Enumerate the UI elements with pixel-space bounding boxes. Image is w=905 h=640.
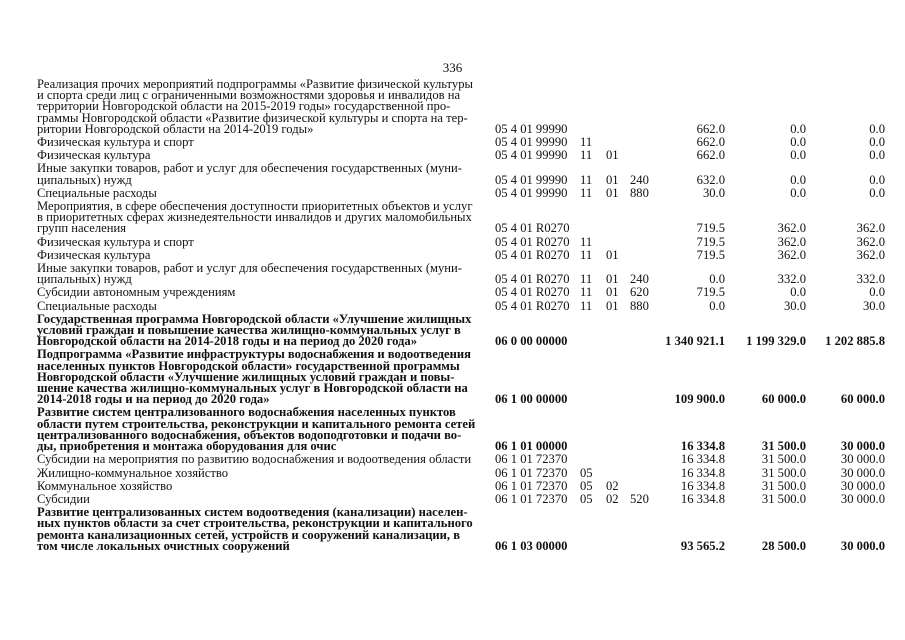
table-row [0,491,905,506]
row-subsection: 01 [606,172,619,187]
row-value-3: 30 000.0 [840,538,885,553]
row-value-1: 30.0 [702,185,725,200]
row-target-code: 06 1 01 72370 [495,465,568,480]
row-value-3: 30.0 [862,298,885,313]
row-subsection: 01 [606,285,619,300]
row-value-1: 719.5 [696,247,725,262]
row-value-1: 0.0 [709,298,725,313]
row-subsection: 01 [606,298,619,313]
row-section: 11 [580,148,593,163]
row-value-2: 332.0 [777,272,806,287]
row-name: Реализация прочих мероприятий подпрограммы «Развитие физической культуры и спорта среди лиц с ограниченными возможностями здоровья и инвалидов на территории Новгородской области на 2015-2019 годы» государственной про- граммы Новгородской области «Развитие физической культуры и спорта на тер- ритории Новгородской области на 2014-2019 годы» [37,77,473,136]
row-subsection: 01 [606,185,619,200]
table-row [0,287,905,298]
row-value-3: 362.0 [856,247,885,262]
row-name: Жилищно-коммунальное хозяйство [37,465,229,480]
row-value-2: 0.0 [790,285,806,300]
row-name: Субсидии автономным учреждениям [37,285,236,300]
row-value-1: 662.0 [696,121,725,136]
row-value-2: 362.0 [777,234,806,249]
row-value-3: 0.0 [869,135,885,150]
row-value-1: 16 334.8 [680,452,725,467]
row-value-2: 31 500.0 [761,465,806,480]
table-row [0,311,905,349]
table-row [0,263,905,285]
row-value-2: 0.0 [790,148,806,163]
table-row [0,407,905,452]
row-expense-type: 240 [630,172,649,187]
row-value-2: 31 500.0 [761,452,806,467]
row-value-1: 1 340 921.1 [665,334,725,349]
row-name: Развитие систем централизованного водоснабжения населенных пунктов области путем строительства, реконструкции и капитального ремонта сетей централизованного водоснабжения, объектов водоподготовки и подачи во- ды, приобретения и монтажа оборудования для очис [37,405,476,454]
row-value-1: 16 334.8 [680,465,725,480]
table-row [0,298,905,313]
row-name: Физическая культура [37,148,151,163]
row-value-2: 362.0 [777,247,806,262]
row-value-3: 60 000.0 [840,392,885,407]
row-name: Государственная программа Новгородской области «Улучшение жилищных условий граждан и повышение качества жилищно-коммунальных услуг в Новгородской области на 2014-2018 годы и на период до 2020 года» [37,311,472,349]
table-row [0,247,905,262]
row-name: Коммунальное хозяйство [37,478,173,493]
row-name: Подпрограмма «Развитие инфраструктуры водоснабжения и водоотведения населенных пунктов Новгородской области» государственной программы Новгородской области «Улучшение жилищных условий граждан и повы- шение качества жилищно-коммунальных услуг в Новгородской области на 2014-2018 годы и на период до 2020 года» [37,347,471,407]
row-name: Мероприятия, в сфере обеспечения доступности приоритетных объектов и услуг в приоритетных сферах жизнедеятельности инвалидов и других маломобильных групп населения [37,199,473,236]
row-value-3: 0.0 [869,148,885,163]
row-expense-type: 520 [630,491,649,506]
row-value-3: 0.0 [869,121,885,136]
row-section: 11 [580,135,593,150]
row-value-2: 60 000.0 [761,392,806,407]
row-expense-type: 880 [630,185,649,200]
row-value-1: 719.5 [696,221,725,236]
row-value-2: 31 500.0 [761,478,806,493]
row-value-2: 362.0 [777,221,806,236]
row-value-2: 28 500.0 [761,538,806,553]
row-section: 11 [580,298,593,313]
row-target-code: 05 4 01 99990 [495,185,568,200]
row-name: Физическая культура и спорт [37,135,194,150]
row-subsection: 02 [606,478,619,493]
row-section: 11 [580,285,593,300]
row-name: Физическая культура и спорт [37,234,194,249]
row-value-1: 632.0 [696,172,725,187]
row-value-2: 0.0 [790,121,806,136]
row-value-2: 0.0 [790,135,806,150]
row-target-code: 06 1 01 72370 [495,491,568,506]
row-name: Специальные расходы [37,298,157,313]
row-name: Специальные расходы [37,185,157,200]
row-section: 11 [580,234,593,249]
row-target-code: 05 4 01 99990 [495,135,568,150]
row-value-3: 0.0 [869,185,885,200]
row-section: 11 [580,272,593,287]
table-row [0,234,905,249]
row-value-3: 30 000.0 [840,439,885,454]
row-value-1: 719.5 [696,285,725,300]
row-target-code: 05 4 01 R0270 [495,247,570,262]
table-row [0,185,905,200]
row-value-3: 1 202 885.8 [825,334,885,349]
row-target-code: 05 4 01 R0270 [495,221,570,236]
row-target-code: 05 4 01 R0270 [495,234,570,249]
table-row [0,137,905,148]
table-row [0,465,905,480]
row-value-3: 30 000.0 [840,478,885,493]
row-value-2: 0.0 [790,172,806,187]
row-name: Иные закупки товаров, работ и услуг для обеспечения государственных (муни- ципальных) нужд [37,161,462,187]
row-subsection: 01 [606,272,619,287]
row-section: 11 [580,172,593,187]
row-value-3: 362.0 [856,234,885,249]
table-row [0,349,905,405]
table-row [0,454,905,465]
row-value-2: 31 500.0 [761,491,806,506]
table-row [0,79,905,135]
row-value-1: 16 334.8 [680,439,725,454]
row-section: 11 [580,247,593,262]
row-value-1: 662.0 [696,135,725,150]
row-target-code: 05 4 01 R0270 [495,298,570,313]
row-target-code: 05 4 01 99990 [495,121,568,136]
row-value-3: 362.0 [856,221,885,236]
row-value-1: 662.0 [696,148,725,163]
row-name: Иные закупки товаров, работ и услуг для обеспечения государственных (муни- ципальных) нужд [37,261,462,287]
row-expense-type: 620 [630,285,649,300]
row-target-code: 06 0 00 00000 [495,334,568,349]
row-target-code: 05 4 01 99990 [495,172,568,187]
table-row [0,478,905,493]
row-target-code: 06 1 01 72370 [495,478,568,493]
row-subsection: 02 [606,491,619,506]
row-target-code: 06 1 00 00000 [495,392,568,407]
page-number: 336 [442,60,463,75]
row-target-code: 06 1 03 00000 [495,538,568,553]
row-section: 05 [580,491,593,506]
table-row [0,163,905,185]
row-section: 05 [580,478,593,493]
row-name: Физическая культура [37,247,151,262]
row-target-code: 06 1 01 72370 [495,452,568,467]
row-value-2: 30.0 [783,298,806,313]
row-name: Субсидии на мероприятия по развитию водоснабжения и водоотведения области [37,452,472,467]
row-value-2: 1 199 329.0 [746,334,806,349]
budget-table [0,79,905,552]
row-value-3: 30 000.0 [840,452,885,467]
row-value-1: 16 334.8 [680,491,725,506]
row-value-1: 93 565.2 [680,538,725,553]
row-value-3: 0.0 [869,172,885,187]
row-value-3: 332.0 [856,272,885,287]
row-subsection: 01 [606,247,619,262]
row-expense-type: 240 [630,272,649,287]
row-name: Развитие централизованных систем водоотведения (канализации) населен- ных пунктов области за счет строительства, реконструкции и капитального ремонта канализационных сетей, устройств и сооружений канализации, в том числе локальных очистных сооружений [37,505,473,553]
row-subsection: 01 [606,148,619,163]
row-section: 05 [580,465,593,480]
row-target-code: 05 4 01 R0270 [495,272,570,287]
row-expense-type: 880 [630,298,649,313]
row-value-2: 0.0 [790,185,806,200]
row-value-1: 109 900.0 [674,392,725,407]
row-value-1: 16 334.8 [680,478,725,493]
table-row [0,150,905,161]
row-section: 11 [580,185,593,200]
row-value-3: 30 000.0 [840,491,885,506]
row-target-code: 05 4 01 R0270 [495,285,570,300]
table-row [0,201,905,235]
row-value-3: 30 000.0 [840,465,885,480]
row-value-1: 719.5 [696,234,725,249]
row-target-code: 06 1 01 00000 [495,439,568,454]
row-value-2: 31 500.0 [761,439,806,454]
row-value-3: 0.0 [869,285,885,300]
table-row [0,507,905,552]
row-value-1: 0.0 [709,272,725,287]
row-target-code: 05 4 01 99990 [495,148,568,163]
row-name: Субсидии [37,491,90,506]
